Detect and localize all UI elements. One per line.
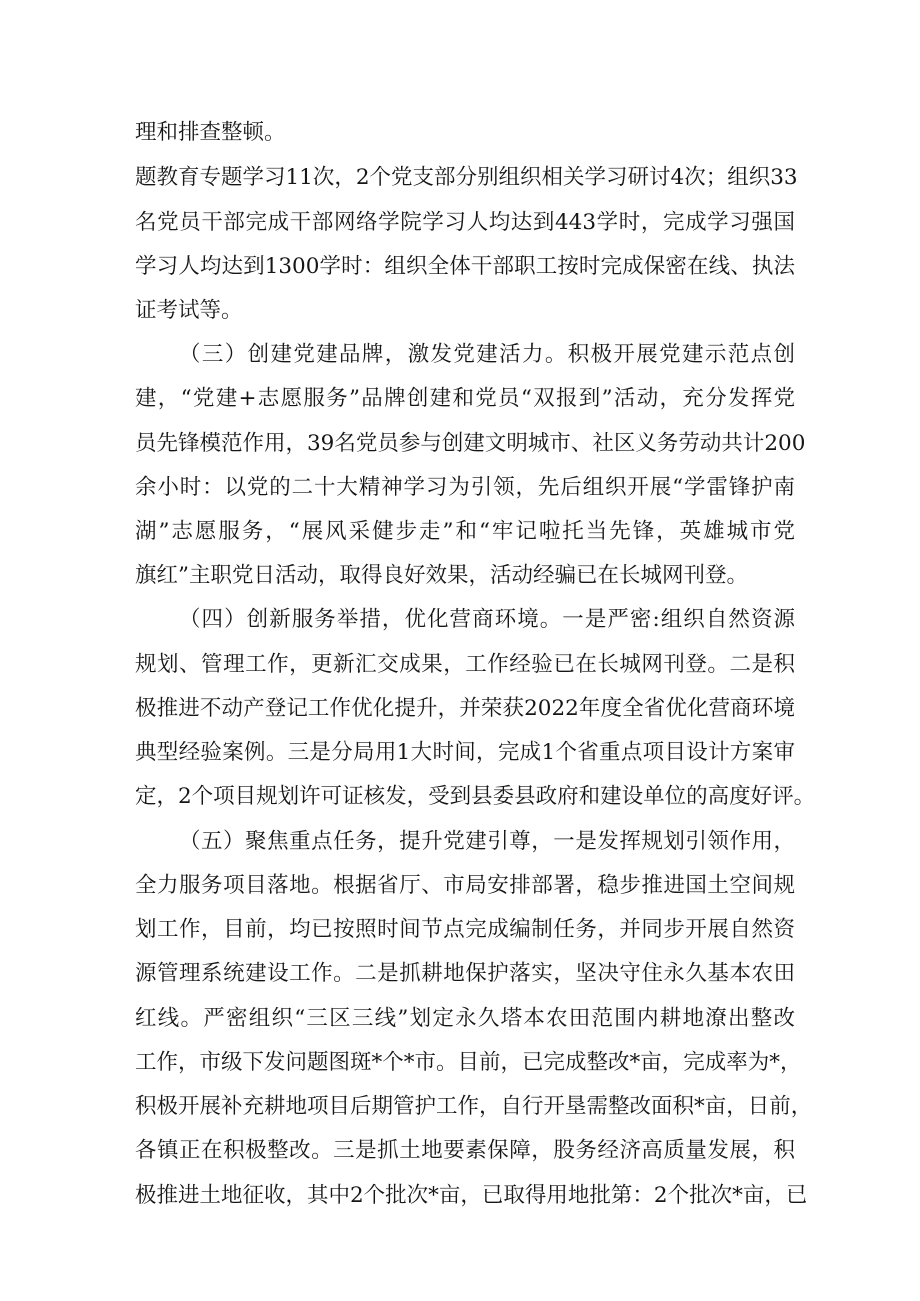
text-line-16: 定，2个项目规划许可证核发，受到县委县政府和建设单位的高度好评。 bbox=[135, 784, 816, 809]
section-five-heading-line: （五）聚焦重点任务，提升党建引尊，一是发挥规划引领作用， bbox=[179, 829, 795, 854]
text-line-2: 题教育专题学习11次，2个党支部分别组织相关学习研讨4次；组织33 bbox=[135, 165, 798, 190]
text-line-13: 规划、管理工作，更新汇交成果，工作经验已在长城网刊登。二是积 bbox=[135, 652, 795, 677]
section-four-heading-line: （四）创新服务举措，优化营商环境。一是严密:组织自然资源 bbox=[179, 607, 795, 632]
text-line-5: 证考试等。 bbox=[135, 298, 243, 323]
text-line-21: 红线。严密组织“三区三线”划定永久塔本农田范围内耕地潦出整改 bbox=[135, 1006, 795, 1031]
text-line-1: 理和排查整顿。 bbox=[135, 120, 286, 145]
text-line-19: 划工作，目前，均已按照时间节点完成编制任务，并同步开展自然资 bbox=[135, 917, 795, 942]
text-line-9: 余小时：以党的二十大精神学习为引领，先后组织开展“学雷锋护南 bbox=[135, 475, 795, 500]
text-line-20: 源管理系统建设工作。二是抓耕地保护落实，坚决守住永久基本农田 bbox=[135, 961, 795, 986]
text-line-4: 学习人均达到1300学时：组织全体干部职工按时完成保密在线、执法 bbox=[135, 254, 795, 279]
text-line-11: 旗红”主职党日活动，取得良好效果，活动经骗已在长城网刊登。 bbox=[135, 563, 748, 588]
text-line-18: 全力服务项目落地。根据省厅、市局安排部署，稳步推进国土空间规 bbox=[135, 873, 795, 898]
text-line-15: 典型经验案例。三是分局用1大时间，完成1个省重点项目设计方案审 bbox=[135, 740, 795, 765]
text-line-3: 名党员干部完成干部网络学院学习人均达到443学时，完成学习强国 bbox=[135, 210, 795, 235]
text-line-25: 极推进土地征收，其中2个批次*亩，已取得用地批第：2个批次*亩，已 bbox=[135, 1183, 808, 1208]
text-line-24: 各镇正在积极整改。三是抓土地要素保障，股务经济高质量发展，积 bbox=[135, 1138, 795, 1163]
section-three-heading-line: （三）创建党建品牌，激发党建活力。积极开展党建示范点创 bbox=[179, 342, 795, 367]
text-line-8: 员先锋模范作用，39名党员参与创建文明城市、社区义务劳动共计200 bbox=[135, 431, 806, 456]
text-line-23: 积极开展补充耕地项目后期管护工作，自行开垦需整改面积*亩，日前， bbox=[135, 1094, 813, 1119]
text-line-14: 极推进不动产登记工作优化提升，并荣获2022年度全省优化营商环境 bbox=[135, 696, 795, 721]
text-line-7: 建，“党建+志愿服务”品牌创建和党员“双报到”活动，充分发挥党 bbox=[135, 386, 795, 411]
text-line-22: 工作，市级下发问题图斑*个*市。目前，已完成整改*亩，完成率为*， bbox=[135, 1050, 802, 1075]
text-line-10: 湖”志愿服务，“展风采健步走”和“牢记啦托当先锋，英雄城市党 bbox=[135, 519, 795, 544]
